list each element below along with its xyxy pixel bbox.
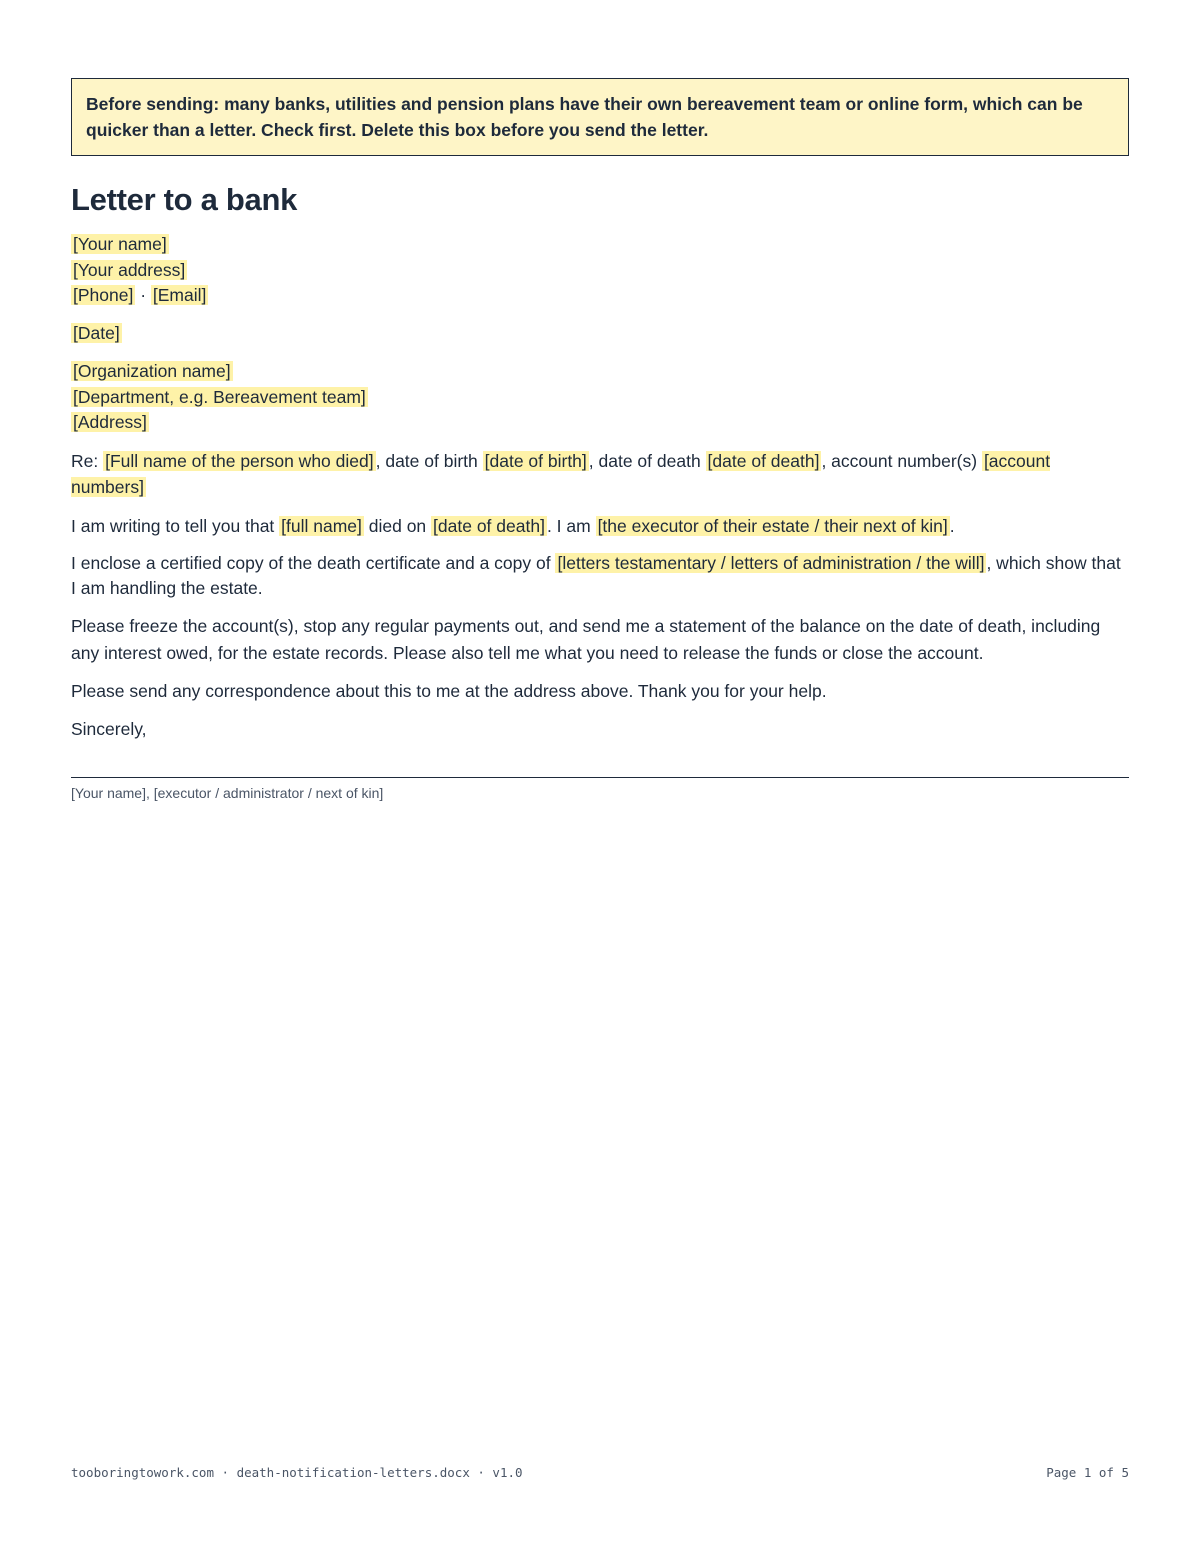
signature-caption: [Your name], [executor / administrator / next of kin] bbox=[71, 785, 384, 801]
re-line bbox=[71, 448, 1129, 501]
recipient-address-placeholder: [Address] bbox=[73, 412, 147, 432]
para2-text: , which show that I am handling the estate. bbox=[71, 553, 1121, 598]
para1-text: . I am bbox=[546, 515, 596, 536]
letter-title: Letter to a bank bbox=[71, 182, 298, 217]
sender-contact-line bbox=[71, 283, 1129, 309]
organization-placeholder: [Organization name] bbox=[73, 361, 231, 381]
recipient-block bbox=[71, 359, 1129, 436]
para2-text: I enclose a certified copy of the death certificate and a copy of bbox=[71, 553, 556, 573]
sender-address-line bbox=[71, 258, 1129, 284]
letter-page bbox=[71, 78, 1129, 803]
full-name-placeholder: [full name] bbox=[281, 515, 362, 536]
paragraph-enclosures bbox=[71, 551, 1129, 601]
re-prefix: Re: bbox=[71, 450, 104, 471]
paragraph-correspondence: Please send any correspondence about this to me at the address above. Thank you for your help. bbox=[71, 681, 827, 701]
closing: Sincerely, bbox=[71, 718, 147, 739]
paragraph-notification bbox=[71, 513, 1129, 540]
sender-email-placeholder: [Email] bbox=[152, 285, 207, 305]
signature-line bbox=[71, 777, 1129, 778]
date-placeholder: [Date] bbox=[73, 322, 120, 343]
role-placeholder: [the executor of their estate / their next of kin] bbox=[597, 515, 948, 536]
footer-source: tooboringtowork.com · death-notification-letters.docx · v1.0 bbox=[71, 1465, 523, 1480]
sender-address-placeholder: [Your address] bbox=[73, 259, 186, 280]
para1-text: died on bbox=[363, 515, 432, 536]
sender-phone-placeholder: [Phone] bbox=[73, 285, 134, 305]
documents-placeholder: [letters testamentary / letters of administration / the will] bbox=[557, 553, 985, 573]
sender-name-line bbox=[71, 232, 1129, 258]
date-block bbox=[71, 321, 1129, 347]
page-number: Page 1 of 5 bbox=[1046, 1465, 1129, 1480]
account-label: , account number(s) bbox=[821, 450, 982, 471]
date-of-death-placeholder: [date of death] bbox=[433, 515, 545, 536]
department-placeholder: [Department, e.g. Bereavement team] bbox=[73, 386, 366, 407]
dod-placeholder: [date of death] bbox=[707, 450, 820, 471]
paragraph-request: Please freeze the account(s), stop any regular payments out, and send me a statement of the balance on the date of death, including any interest owed, for the estate records. Please also tell me what you need to release the funds or close the account. bbox=[71, 616, 1101, 663]
recipient-address-line bbox=[71, 410, 1129, 436]
before-sending-notice: Before sending: many banks, utilities and pension plans have their own bereavement team or online form, which can be quicker than a letter. Check first. Delete this box before you send the letter. bbox=[71, 78, 1129, 156]
sender-block bbox=[71, 232, 1129, 309]
page-footer bbox=[71, 1465, 1129, 1480]
account-numbers-placeholder: [account numbers] bbox=[71, 450, 1051, 497]
para1-text: . bbox=[949, 515, 955, 536]
recipient-department-line bbox=[71, 385, 1129, 411]
sender-name-placeholder: [Your name] bbox=[73, 234, 167, 254]
deceased-name-placeholder: [Full name of the person who died] bbox=[105, 450, 374, 471]
dob-label: , date of birth bbox=[375, 450, 483, 471]
dob-placeholder: [date of birth] bbox=[484, 450, 587, 471]
dod-label: , date of death bbox=[588, 450, 706, 471]
recipient-organization-line bbox=[71, 359, 1129, 385]
contact-separator: · bbox=[135, 285, 151, 305]
para1-text: I am writing to tell you that bbox=[71, 515, 280, 536]
